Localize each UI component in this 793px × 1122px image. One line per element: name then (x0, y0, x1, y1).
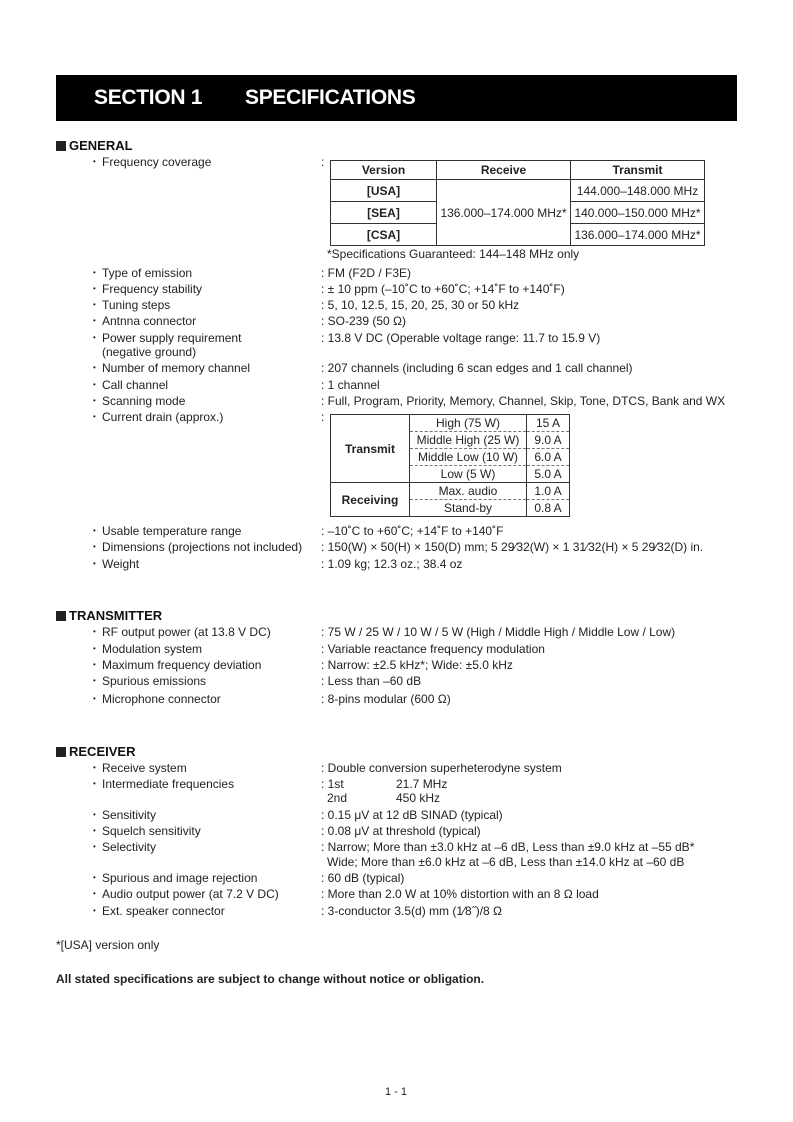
bullet-icon: • (93, 779, 96, 788)
bullet-icon: • (93, 559, 96, 568)
group-cell: Transmit (331, 415, 410, 483)
amp-cell: 6.0 A (527, 449, 570, 466)
version-cell: [USA] (331, 180, 437, 202)
spec-label-sub: (negative ground) (102, 345, 197, 359)
spec-label: • Spurious and image rejection (93, 871, 258, 885)
spec-label: • Usable temperature range (93, 524, 242, 538)
bullet-icon: • (93, 763, 96, 772)
transmit-cell: 144.000–148.000 MHz (571, 180, 705, 202)
spec-value: : 5, 10, 12.5, 15, 20, 25, 30 or 50 kHz (321, 298, 520, 312)
bullet-icon: • (93, 333, 96, 342)
spec-label: • Sensitivity (93, 808, 157, 822)
spec-label: • Microphone connector (93, 692, 221, 706)
spec-value: : –10˚C to +60˚C; +14˚F to +140˚F (321, 524, 504, 538)
current-drain-table (330, 414, 570, 517)
spec-value: : Variable reactance frequency modulation (321, 642, 545, 656)
version-cell: [SEA] (331, 202, 437, 224)
spec-label: • Frequency stability (93, 282, 203, 296)
spec-value: : 1 channel (321, 378, 380, 392)
square-bullet-icon (56, 747, 66, 757)
bullet-icon: • (93, 363, 96, 372)
section-header (56, 75, 737, 121)
spec-value: : 75 W / 25 W / 10 W / 5 W (High / Middle High / Middle Low / Low) (321, 625, 676, 639)
disclaimer: All stated specifications are subject to change without notice or obligation. (56, 972, 485, 986)
frequency-note: *Specifications Guaranteed: 144–148 MHz only (327, 247, 580, 261)
spec-value: : Narrow; More than ±3.0 kHz at –6 dB, Less than ±9.0 kHz at –55 dB* (321, 840, 695, 854)
bullet-icon: • (93, 842, 96, 851)
spec-value: : 150(W) × 50(H) × 150(D) mm; 5 29⁄32(W) × 1 31⁄32(H) × 5 29⁄32(D) in. (321, 540, 704, 554)
amp-cell: 1.0 A (527, 483, 570, 500)
bullet-icon: • (93, 660, 96, 669)
spec-label: • Spurious emissions (93, 674, 207, 688)
bullet-icon: • (93, 627, 96, 636)
spec-value: : 0.08 μV at threshold (typical) (321, 824, 481, 838)
header-cell: Transmit (571, 161, 705, 180)
bullet-icon: • (93, 810, 96, 819)
bullet-icon: • (93, 157, 96, 166)
spec-label: • Audio output power (at 7.2 V DC) (93, 887, 279, 901)
spec-label: • Current drain (approx.) (93, 410, 224, 424)
mode-cell: Stand-by (410, 500, 527, 517)
square-bullet-icon (56, 611, 66, 621)
square-bullet-icon (56, 141, 66, 151)
mode-cell: Max. audio (410, 483, 527, 500)
transmit-cell: 136.000–174.000 MHz* (571, 224, 705, 246)
spec-value-line2: 2nd (327, 791, 348, 805)
receive-cell: 136.000–174.000 MHz* (437, 180, 571, 246)
amp-cell: 15 A (527, 415, 570, 432)
bullet-icon: • (93, 676, 96, 685)
bullet-icon: • (93, 380, 96, 389)
bullet-icon: • (93, 396, 96, 405)
mode-cell: Middle Low (10 W) (410, 449, 527, 466)
bullet-icon: • (93, 826, 96, 835)
spec-value: : 13.8 V DC (Operable voltage range: 11.7 to 15.9 V) (321, 331, 601, 345)
spec-value: : Double conversion superheterodyne system (321, 761, 562, 775)
receiver-heading: RECEIVER (56, 744, 135, 759)
version-cell: [CSA] (331, 224, 437, 246)
general-heading: GENERAL (56, 138, 133, 153)
page-number: 1 - 1 (385, 1086, 408, 1098)
spec-value: : 60 dB (typical) (321, 871, 405, 885)
spec-value: 450 kHz (396, 791, 441, 805)
spec-value: : 1.09 kg; 12.3 oz.; 38.4 oz (321, 557, 463, 571)
amp-cell: 0.8 A (527, 500, 570, 517)
amp-cell: 9.0 A (527, 432, 570, 449)
bullet-icon: • (93, 284, 96, 293)
spec-value: : Less than –60 dB (321, 674, 422, 688)
spec-label: • Scanning mode (93, 394, 186, 408)
bullet-icon: • (93, 542, 96, 551)
transmitter-heading: TRANSMITTER (56, 608, 162, 623)
spec-label: • Tuning steps (93, 298, 171, 312)
table-row (331, 180, 705, 202)
spec-value: : FM (F2D / F3E) (321, 266, 411, 280)
spec-value: : 3-conductor 3.5(d) mm (1⁄8˝)/8 Ω (321, 904, 503, 918)
spec-value: : Full, Program, Priority, Memory, Channel, Skip, Tone, DTCS, Bank and WX (321, 394, 726, 408)
bullet-icon: • (93, 873, 96, 882)
transmit-cell: 140.000–150.000 MHz* (571, 202, 705, 224)
spec-label: • Antnna connector (93, 314, 197, 328)
spec-label: • Modulation system (93, 642, 203, 656)
spec-value: : 207 channels (including 6 scan edges and 1 call channel) (321, 361, 633, 375)
mode-cell: High (75 W) (410, 415, 527, 432)
bullet-icon: • (93, 889, 96, 898)
spec-value: : More than 2.0 W at 10% distortion with an 8 Ω load (321, 887, 599, 901)
spec-value: : ± 10 ppm (–10˚C to +60˚C; +14˚F to +140˚F) (321, 282, 565, 296)
bullet-icon: • (93, 268, 96, 277)
bullet-icon: • (93, 906, 96, 915)
spec-value: : SO-239 (50 Ω) (321, 314, 407, 328)
spec-label: • Frequency coverage (93, 155, 212, 169)
bullet-icon: • (93, 316, 96, 325)
spec-value: : 8-pins modular (600 Ω) (321, 692, 451, 706)
spec-value-line2: Wide; More than ±6.0 kHz at –6 dB, Less than ±14.0 kHz at –60 dB (327, 855, 685, 869)
spec-label: • Power supply requirement (93, 331, 242, 345)
bullet-icon: • (93, 694, 96, 703)
header-cell: Version (331, 161, 437, 180)
group-cell: Receiving (331, 483, 410, 517)
spec-label: • Weight (93, 557, 140, 571)
bullet-icon: • (93, 644, 96, 653)
spec-value: 21.7 MHz (396, 777, 448, 791)
mode-cell: Middle High (25 W) (410, 432, 527, 449)
mode-cell: Low (5 W) (410, 466, 527, 483)
bullet-icon: • (93, 300, 96, 309)
spec-label: • Type of emission (93, 266, 193, 280)
spec-label: • Ext. speaker connector (93, 904, 225, 918)
spec-label: • Receive system (93, 761, 187, 775)
section-number: SECTION 1 (94, 86, 203, 109)
colon: : (321, 410, 325, 424)
spec-label: • Number of memory channel (93, 361, 251, 375)
header-cell: Receive (437, 161, 571, 180)
spec-value: : 1st (321, 777, 344, 791)
spec-value: : 0.15 μV at 12 dB SINAD (typical) (321, 808, 503, 822)
bullet-icon: • (93, 412, 96, 421)
spec-label: • Dimensions (projections not included) (93, 540, 303, 554)
spec-label: • Maximum frequency deviation (93, 658, 262, 672)
bullet-icon: • (93, 526, 96, 535)
spec-label: • RF output power (at 13.8 V DC) (93, 625, 271, 639)
spec-label: • Intermediate frequencies (93, 777, 235, 791)
spec-label: • Selectivity (93, 840, 157, 854)
spec-label: • Squelch sensitivity (93, 824, 201, 838)
footnote: *[USA] version only (56, 938, 160, 952)
table-header-row (331, 161, 705, 180)
spec-label: • Call channel (93, 378, 169, 392)
amp-cell: 5.0 A (527, 466, 570, 483)
table-row (331, 483, 570, 500)
frequency-table (330, 160, 705, 246)
table-row (331, 415, 570, 432)
colon: : (321, 155, 325, 169)
section-title: SPECIFICATIONS (245, 86, 416, 109)
spec-value: : Narrow: ±2.5 kHz*; Wide: ±5.0 kHz (321, 658, 513, 672)
